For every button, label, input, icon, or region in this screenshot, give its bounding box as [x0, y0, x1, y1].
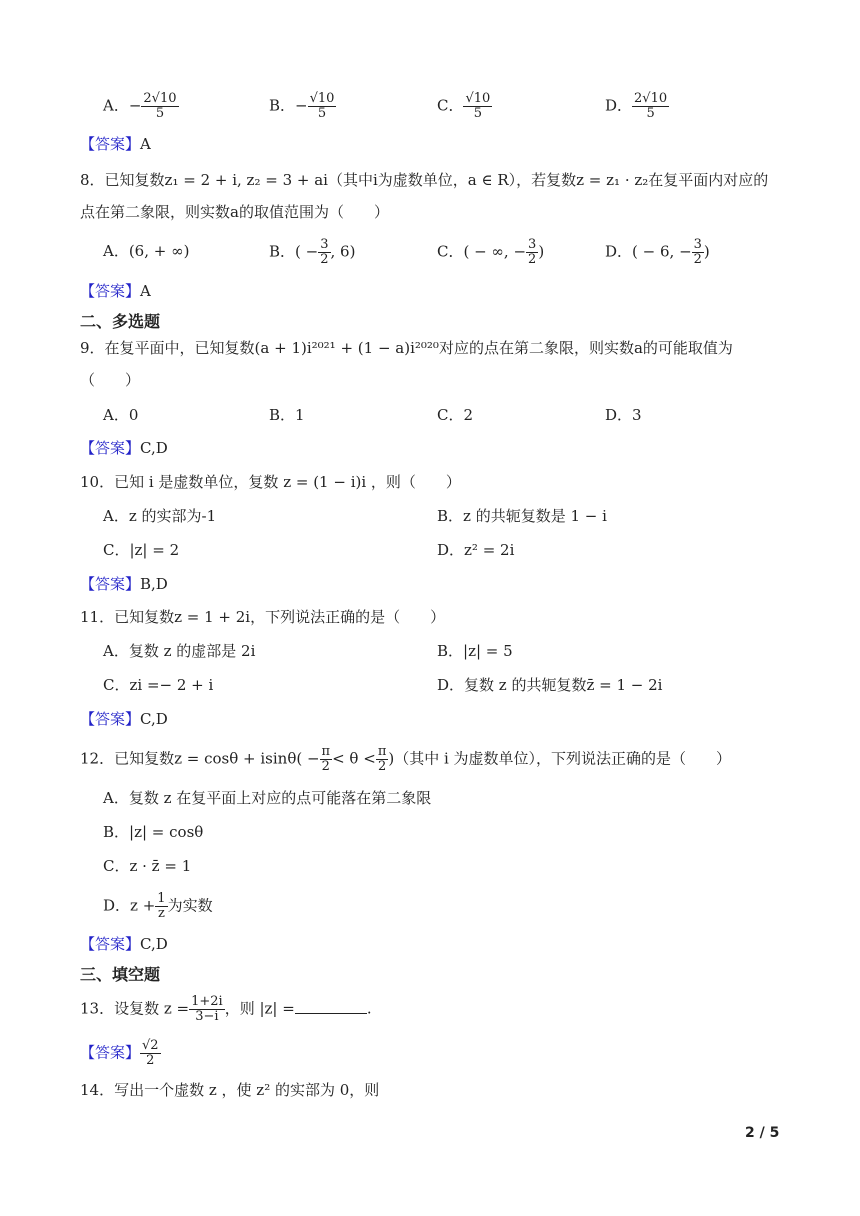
q8-option-b-prefix: B．( − [269, 242, 319, 261]
answer-tag: 【答案】 [80, 1043, 141, 1062]
fraction-denominator: 2 [146, 1053, 155, 1068]
q12-option-c: C．z · z̄ = 1 [103, 857, 192, 875]
fraction-denominator: 2 [321, 759, 330, 774]
q7-option-b-fraction [308, 92, 337, 121]
q10-option-c: C．|z| = 2 [103, 541, 180, 559]
q9-stem-line1: 9．在复平面中，已知复数(a + 1)i²⁰²¹ + (1 − a)i²⁰²⁰对应的点在第二象限，则实数a的可能取值为 [80, 339, 733, 357]
q12-stem-fraction-left [320, 745, 333, 774]
fraction-denominator: 2 [320, 252, 329, 267]
q12-option-d-suffix: 为实数 [167, 896, 213, 915]
q8-answer [80, 281, 151, 301]
q7-option-d [605, 92, 669, 121]
fraction-numerator: 3 [320, 237, 329, 252]
fraction-numerator: π [321, 744, 331, 759]
q12-stem [80, 745, 731, 774]
q13-stem-suffix: ，则 |z| = [224, 999, 295, 1018]
q7-option-b [269, 92, 336, 121]
q11-option-a: A．复数 z 的虚部是 2i [103, 642, 256, 660]
q13-stem-prefix: 13．设复数 z = [80, 999, 190, 1018]
q10-option-a: A．z 的实部为-1 [103, 507, 217, 525]
fraction-denominator: 5 [646, 106, 655, 121]
fraction-numerator: √10 [465, 91, 491, 106]
q12-stem-middle: < θ < [332, 749, 376, 768]
q12-answer [80, 934, 168, 954]
page-number: 2 / 5 [745, 1125, 780, 1141]
answer-tag: 【答案】 [80, 935, 141, 953]
answer-value: B,D [140, 575, 168, 593]
answer-value: A [140, 135, 151, 153]
answer-tag: 【答案】 [80, 575, 141, 593]
q8-option-b [269, 238, 355, 267]
answer-value: C,D [140, 935, 168, 953]
q9-option-c: C．2 [437, 406, 474, 424]
q8-option-a: A．(6, + ∞) [103, 242, 190, 260]
q7-option-b-prefix: B．− [269, 96, 308, 115]
section-heading-multiple-choice: 二、多选题 [80, 312, 161, 331]
q7-answer [80, 134, 151, 154]
answer-value: A [140, 282, 151, 300]
fraction-numerator: 2√10 [143, 91, 177, 106]
answer-tag: 【答案】 [80, 710, 141, 728]
q10-answer [80, 574, 168, 594]
q7-option-a [103, 92, 179, 121]
q13-stem [80, 995, 372, 1024]
fraction-denominator: 2 [528, 252, 537, 267]
q8-option-b-suffix: , 6) [330, 242, 356, 261]
q9-stem-line2: （ ） [80, 371, 141, 389]
q11-option-d: D．复数 z 的共轭复数z̄ = 1 − 2i [437, 676, 663, 694]
q8-option-d-suffix: ) [703, 242, 710, 261]
q8-option-c-suffix: ) [538, 242, 545, 261]
q8-option-d-fraction [692, 238, 704, 267]
q8-option-b-fraction [318, 238, 330, 267]
q9-option-a: A．0 [103, 406, 139, 424]
q13-stem-fraction [189, 995, 225, 1024]
fraction-numerator: √10 [309, 91, 335, 106]
q12-option-b: B．|z| = cosθ [103, 823, 204, 841]
q10-option-b: B．z 的共轭复数是 1 − i [437, 507, 607, 525]
answer-tag: 【答案】 [80, 282, 141, 300]
fraction-denominator: 3−i [195, 1009, 219, 1024]
q12-option-d-prefix: D．z + [103, 896, 156, 915]
q9-option-b: B．1 [269, 406, 305, 424]
q7-option-c [437, 92, 492, 121]
fraction-denominator: 5 [473, 106, 483, 121]
fraction-numerator: 1 [157, 891, 166, 906]
q11-option-c: C．zi =− 2 + i [103, 676, 214, 694]
q7-option-d-fraction [632, 92, 669, 121]
fraction-numerator: 3 [693, 237, 702, 252]
q11-stem: 11．已知复数z = 1 + 2i，下列说法正确的是（ ） [80, 608, 446, 626]
fraction-denominator: z [157, 906, 165, 921]
q14-stem: 14．写出一个虚数 z ，使 z² 的实部为 0，则 [80, 1081, 380, 1099]
answer-tag: 【答案】 [80, 439, 141, 457]
answer-tag: 【答案】 [80, 135, 141, 153]
fraction-denominator: 2 [693, 252, 702, 267]
answer-value: C,D [140, 439, 168, 457]
q8-option-c [437, 238, 544, 267]
fraction-numerator: 3 [528, 237, 537, 252]
q8-option-d-prefix: D．( − 6, − [605, 242, 692, 261]
q7-option-c-prefix: C． [437, 96, 464, 115]
q7-option-c-fraction [463, 92, 492, 121]
q13-stem-end: . [366, 999, 372, 1018]
fraction-numerator: π [377, 744, 387, 759]
q8-option-d [605, 238, 710, 267]
section-heading-fill-in: 三、填空题 [80, 965, 161, 984]
fraction-denominator: 2 [377, 759, 387, 774]
q13-answer-fraction [140, 1039, 161, 1068]
q12-option-a: A．复数 z 在复平面上对应的点可能落在第二象限 [103, 789, 432, 807]
q11-answer [80, 709, 168, 729]
q8-stem-line1: 8．已知复数z₁ = 2 + i, z₂ = 3 + ai（其中i为虚数单位，a ∈ R），若复数z = z₁ · z₂在复平面内对应的 [80, 171, 769, 189]
q9-answer [80, 438, 168, 458]
q7-option-d-prefix: D． [605, 96, 633, 115]
q12-stem-fraction-right [376, 745, 389, 774]
fraction-numerator: 1+2i [191, 994, 223, 1009]
q10-stem: 10．已知 i 是虚数单位，复数 z = (1 − i)i ，则（ ） [80, 473, 461, 491]
fraction-numerator: √2 [142, 1038, 159, 1053]
q8-option-c-fraction [526, 238, 538, 267]
q10-option-d: D．z² = 2i [437, 541, 515, 559]
q13-answer-blank [295, 999, 367, 1014]
q12-option-d [103, 892, 213, 921]
q12-stem-suffix: )（其中 i 为虚数单位），下列说法正确的是（ ） [388, 749, 732, 768]
q12-option-d-fraction [155, 892, 167, 921]
q11-option-b: B．|z| = 5 [437, 642, 513, 660]
q8-option-c-prefix: C．( − ∞, − [437, 242, 527, 261]
q9-option-d: D．3 [605, 406, 642, 424]
fraction-denominator: 5 [317, 106, 327, 121]
q13-answer [80, 1039, 161, 1068]
answer-value: C,D [140, 710, 168, 728]
q8-stem-line2: 点在第二象限，则实数a的取值范围为（ ） [80, 203, 389, 221]
fraction-denominator: 5 [155, 106, 165, 121]
q7-option-a-fraction [141, 92, 178, 121]
q12-stem-prefix: 12．已知复数z = cosθ + isinθ( − [80, 749, 320, 768]
q7-option-a-prefix: A．− [103, 96, 142, 115]
fraction-numerator: 2√10 [634, 91, 668, 106]
